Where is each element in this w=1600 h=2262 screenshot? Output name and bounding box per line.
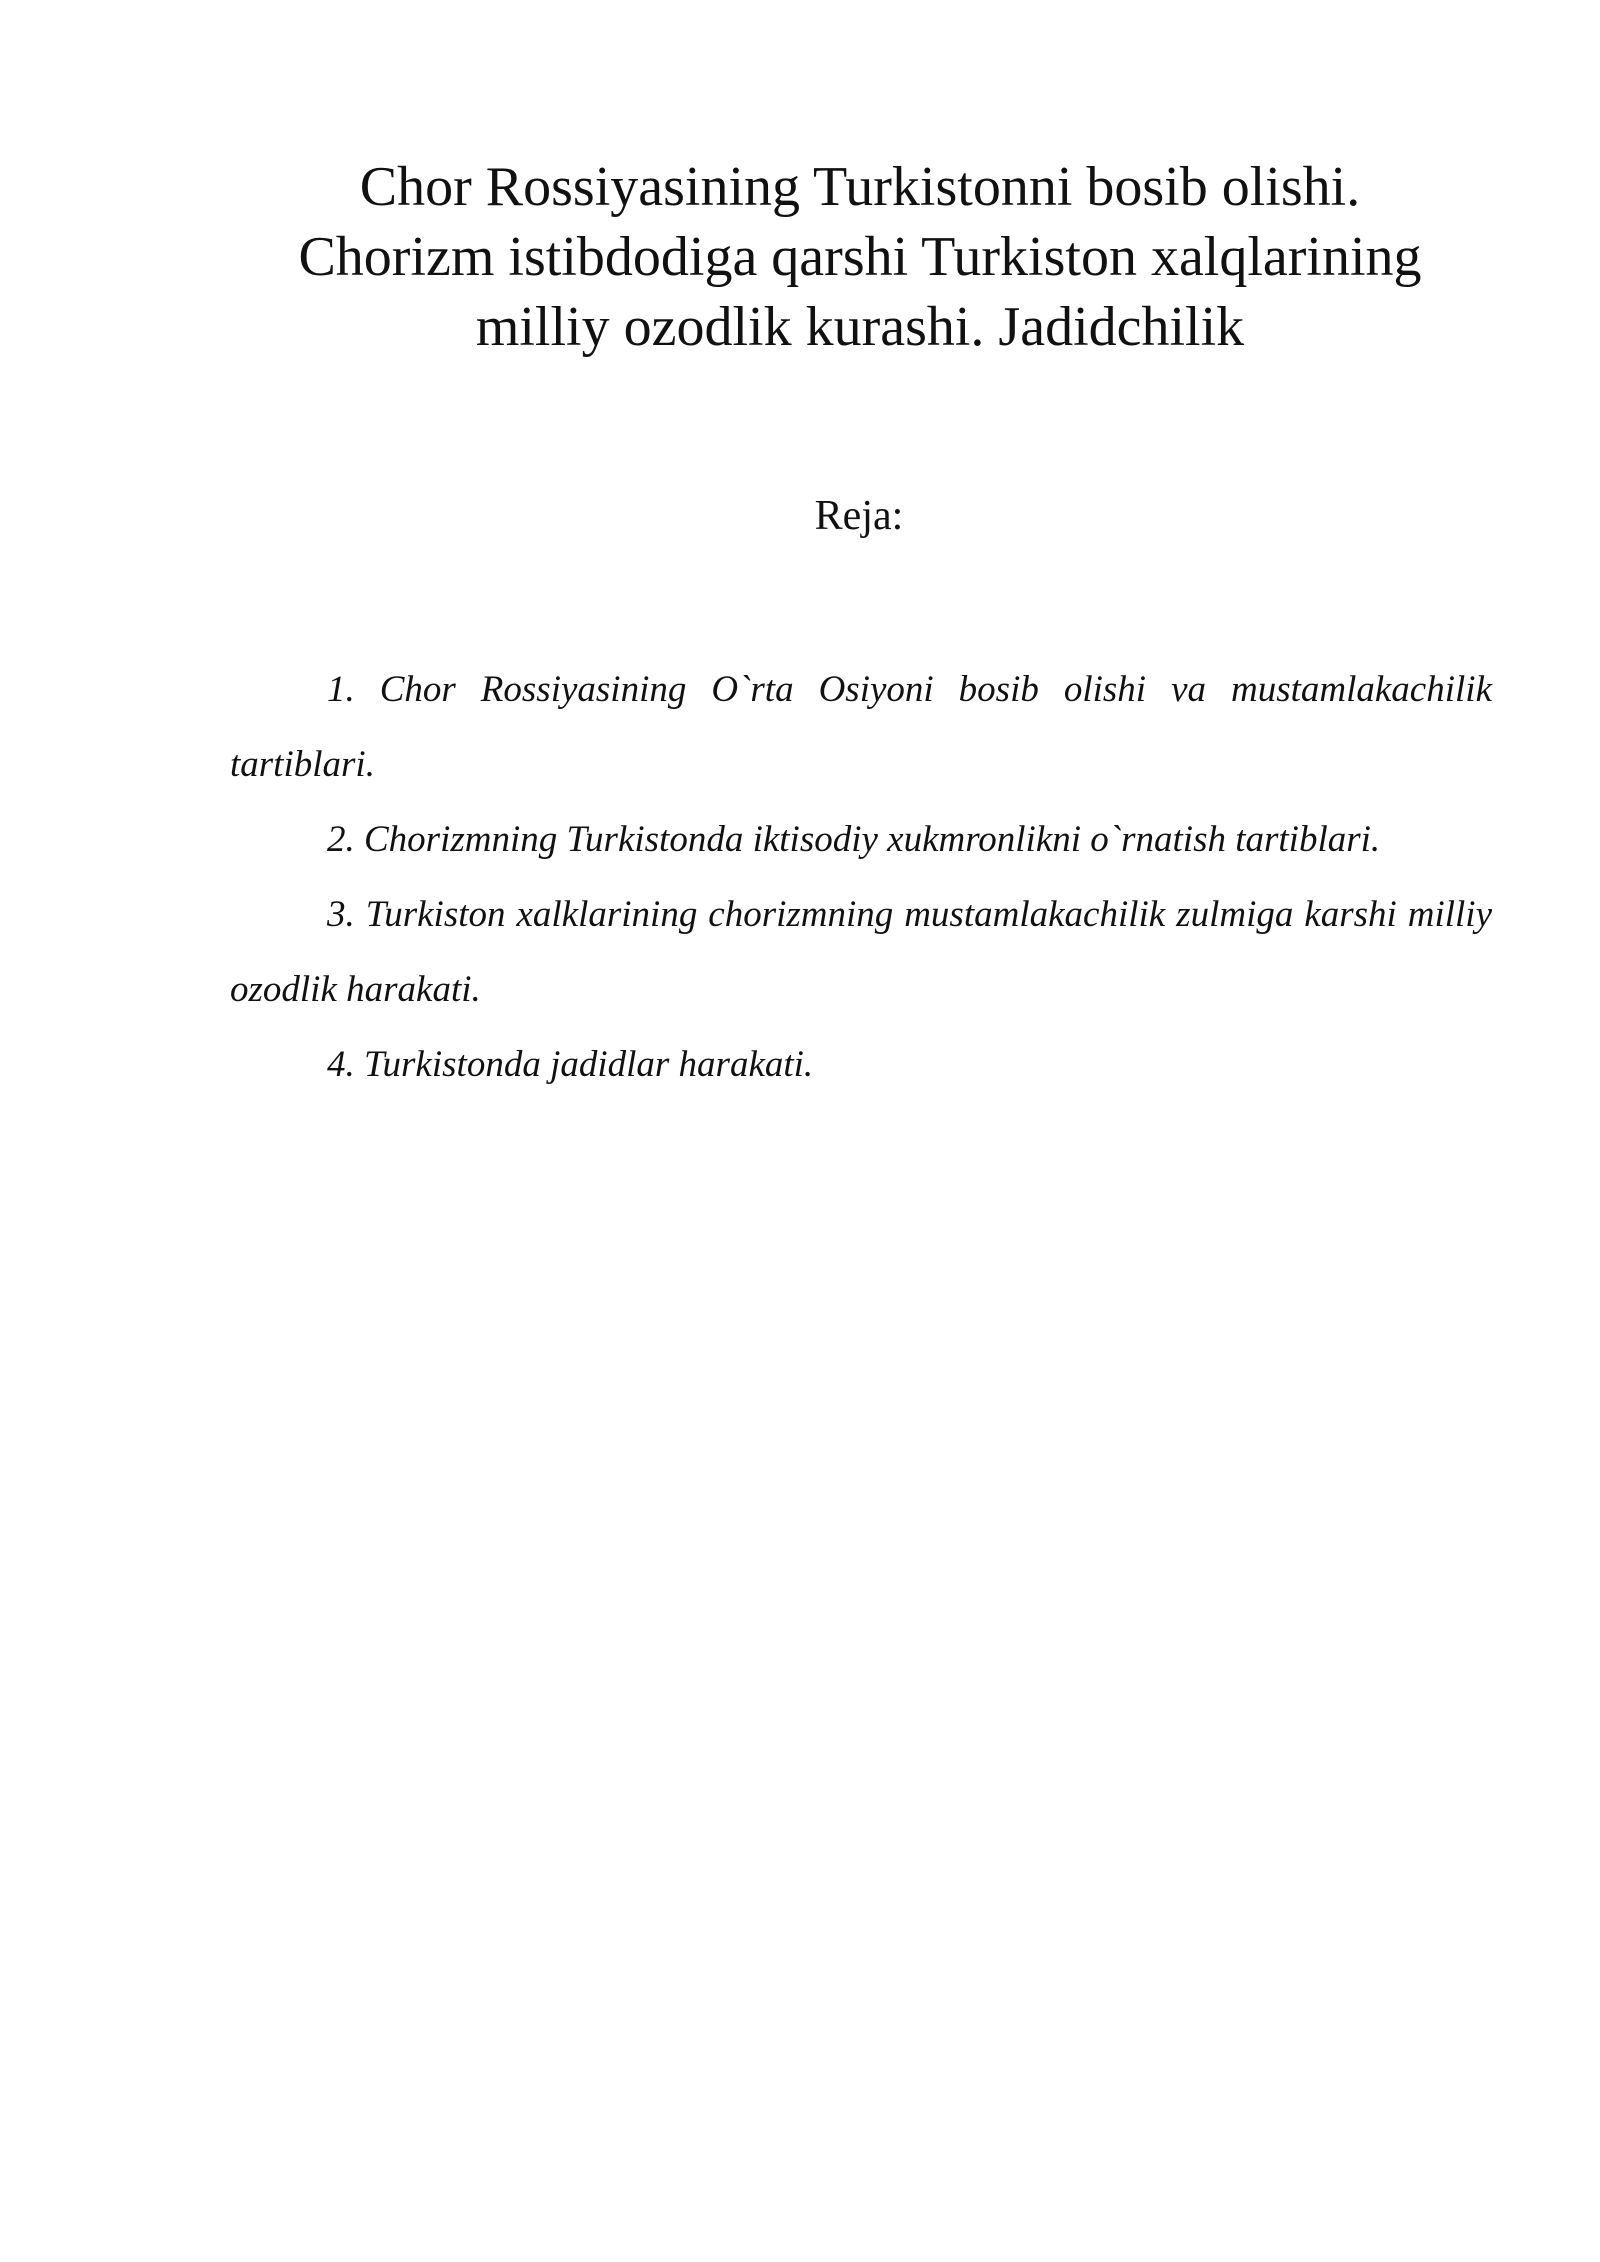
plan-heading: Reja: — [814, 493, 904, 539]
plan-item-2: 2. Chorizmning Turkistonda iktisodiy xukmronlikni o`rnatish tartiblari. — [327, 819, 1381, 860]
title-line-2: Chorizm istibdodiga qarshi Turkiston xalqlarining — [298, 226, 1422, 288]
title-line-1: Chor Rossiyasining Turkistonni bosib olishi. — [359, 156, 1361, 218]
plan-item-4: 4. Turkistonda jadidlar harakati. — [327, 1044, 814, 1085]
plan-item-1: 1. Chor Rossiyasining O`rta Osiyoni bosib olishi va mustamlakachilik tartiblari. — [230, 669, 1492, 785]
title-line-3: milliy ozodlik kurashi. Jadidchilik — [475, 296, 1245, 358]
document-title — [200, 152, 1520, 362]
plan-list — [230, 652, 1492, 1102]
plan-item-3: 3. Turkiston xalklarining chorizmning mustamlakachilik zulmiga karshi milliy ozodlik harakati. — [230, 894, 1492, 1010]
